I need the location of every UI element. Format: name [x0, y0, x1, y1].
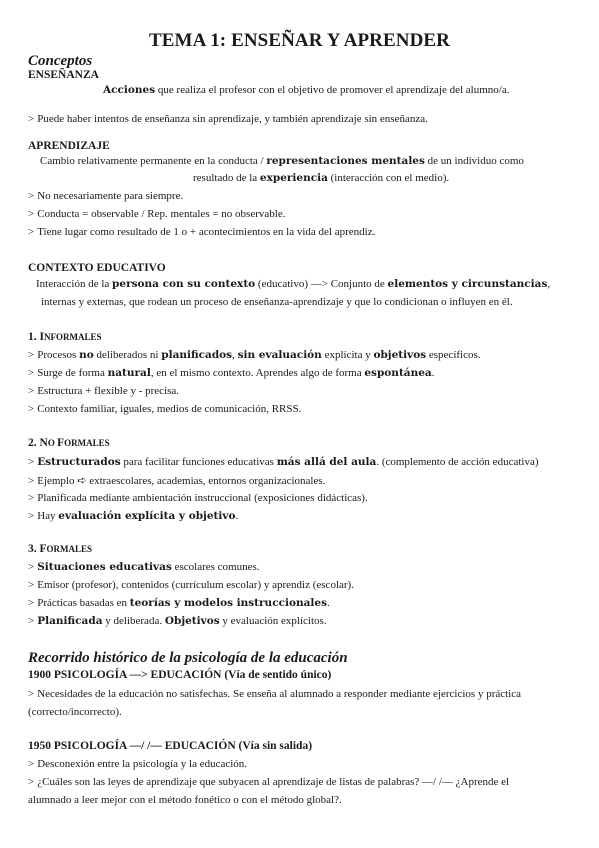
aprendizaje-definition-1: Cambio relativamente permanente en la conducta / representaciones mentales de un individuo como [40, 155, 524, 167]
y1950-line-1: > Desconexión entre la psicología y la educación. [28, 758, 248, 770]
no-formales-line-1: > Estructurados para facilitar funciones educativas más allá del aula. (complemento de acción educativa) [28, 456, 539, 468]
heading-contexto-educativo: CONTEXTO EDUCATIVO [28, 262, 166, 274]
formales-line-4: > Planificada y deliberada. Objetivos y evaluación explícitos. [28, 615, 327, 627]
aprendizaje-note-1: > No necesariamente para siempre. [28, 190, 184, 202]
y1950-line-2: > ¿Cuáles son las leyes de aprendizaje que subyacen al aprendizaje de listas de palabras? —/ /— ¿Aprende el [28, 776, 510, 788]
page-title: TEMA 1: ENSEÑAR Y APRENDER [149, 30, 450, 51]
formales-line-3: > Prácticas basadas en teorías y modelos instruccionales. [28, 597, 330, 609]
aprendizaje-definition-2: resultado de la experiencia (interacción con el medio). [193, 172, 450, 184]
formales-line-1: > Situaciones educativas escolares comunes. [28, 561, 260, 573]
contexto-line-1: Interacción de la persona con su contexto (educativo) —> Conjunto de elementos y circunstancias, [36, 278, 551, 290]
y1950-line-3: alumnado a leer mejor con el método fonético o con el método global?. [28, 794, 342, 806]
ensenanza-note-1: > Puede haber intentos de enseñanza sin aprendizaje, y también aprendizaje sin enseñanza. [28, 113, 428, 125]
heading-aprendizaje: APRENDIZAJE [28, 140, 110, 152]
ensenanza-definition: Acciones que realiza el profesor con el objetivo de promover el aprendizaje del alumno/a. [103, 84, 510, 96]
heading-formales: 3. FORMALES [28, 543, 93, 555]
heading-ensenanza: ENSEÑANZA [28, 69, 99, 81]
heading-1900: 1900 PSICOLOGÍA —> EDUCACIÓN (Vía de sentido único) [28, 669, 332, 681]
formales-line-2: > Emisor (profesor), contenidos (currículum escolar) y aprendiz (escolar). [28, 579, 354, 591]
aprendizaje-note-2: > Conducta = observable / Rep. mentales = no observable. [28, 208, 286, 220]
no-formales-line-4: > Hay evaluación explícita y objetivo. [28, 510, 239, 522]
heading-no-formales: 2. NO FORMALES [28, 437, 110, 449]
no-formales-line-3: > Planificada mediante ambientación instruccional (exposiciones didácticas). [28, 492, 368, 504]
heading-1950: 1950 PSICOLOGÍA —/ /— EDUCACIÓN (Vía sin salida) [28, 740, 313, 752]
aprendizaje-note-3: > Tiene lugar como resultado de 1 o + acontecimientos en la vida del aprendiz. [28, 226, 376, 238]
contexto-line-2: internas y externas, que rodean un proceso de enseñanza-aprendizaje y que lo condicionan o influyen en él. [41, 296, 513, 308]
informales-line-3: > Estructura + flexible y - precisa. [28, 385, 180, 397]
informales-line-1: > Procesos no deliberados ni planificados, sin evaluación explícita y objetivos específicos. [28, 349, 481, 361]
informales-line-4: > Contexto familiar, iguales, medios de comunicación, RRSS. [28, 403, 302, 415]
no-formales-line-2: > Ejemplo ➪ extraescolares, academias, entornos organizacionales. [28, 475, 326, 487]
heading-informales: 1. INFORMALES [28, 331, 102, 343]
y1900-line-1: > Necesidades de la educación no satisfechas. Se enseña al alumnado a responder mediante ejercicios y práctica [28, 688, 522, 700]
section-heading-recorrido: Recorrido histórico de la psicología de la educación [28, 650, 348, 666]
informales-line-2: > Surge de forma natural, en el mismo contexto. Aprendes algo de forma espontánea. [28, 367, 435, 379]
y1900-line-2: (correcto/incorrecto). [28, 706, 122, 718]
section-heading-conceptos: Conceptos [28, 53, 93, 69]
